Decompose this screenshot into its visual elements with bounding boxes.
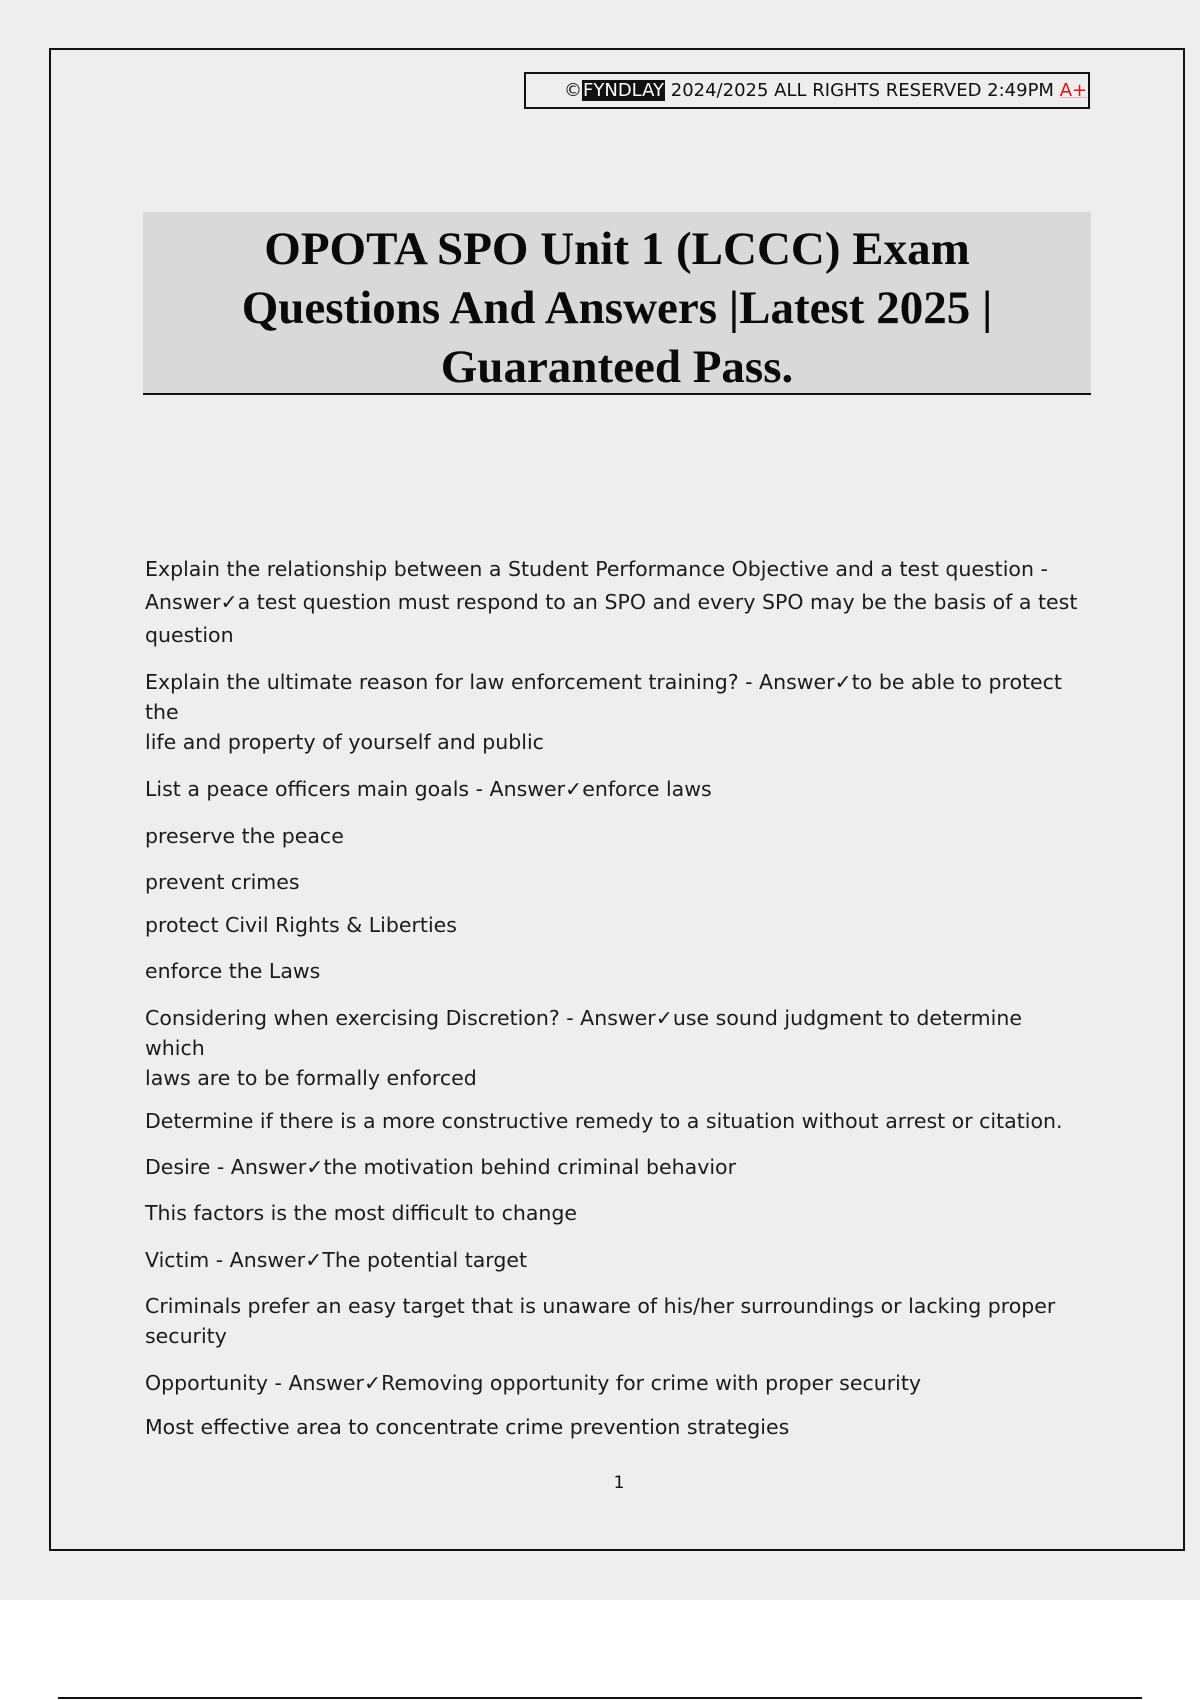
title-line: OPOTA SPO Unit 1 (LCCC) Exam [264, 223, 970, 275]
title-line: Guaranteed Pass. [440, 341, 794, 393]
grade-badge: A+ [1059, 80, 1088, 101]
qa-paragraph [145, 1198, 1085, 1228]
document-title [143, 212, 1091, 395]
text-line: protect Civil Rights & Liberties [145, 913, 457, 937]
qa-paragraph [145, 956, 1085, 986]
text-line: Considering when exercising Discretion? - Answer✓use sound judgment to determine which [145, 1006, 1022, 1060]
text-line: Explain the ultimate reason for law enforcement training? - Answer✓to be able to protect the [145, 670, 1062, 724]
text-line: Opportunity - Answer✓Removing opportunity for crime with proper security [145, 1371, 922, 1395]
text-line: enforce the Laws [145, 959, 321, 983]
qa-paragraph [145, 1245, 1085, 1275]
qa-paragraph [145, 774, 1085, 804]
page-number: 1 [613, 1473, 625, 1493]
text-line: List a peace officers main goals - Answer✓enforce laws [145, 777, 712, 801]
text-line: security [145, 1324, 227, 1348]
copyright-symbol: © [564, 80, 582, 101]
qa-paragraph [145, 910, 1085, 940]
copyright-header [524, 72, 1090, 109]
text-line: Most effective area to concentrate crime prevention strategies [145, 1415, 790, 1439]
qa-paragraph [145, 1152, 1085, 1182]
qa-paragraph [145, 667, 1085, 757]
text-line: Answer✓a test question must respond to an SPO and every SPO may be the basis of a test [145, 590, 1078, 614]
qa-paragraph [145, 1291, 1085, 1351]
text-line: Desire - Answer✓the motivation behind criminal behavior [145, 1155, 736, 1179]
qa-paragraph [145, 1003, 1085, 1093]
qa-paragraph [145, 821, 1085, 851]
text-line: This factors is the most difficult to change [145, 1201, 578, 1225]
text-line: preserve the peace [145, 824, 344, 848]
text-line: Victim - Answer✓The potential target [145, 1248, 528, 1272]
text-line: question [145, 623, 234, 647]
qa-paragraph [145, 1106, 1085, 1136]
qa-paragraph [145, 1368, 1085, 1398]
text-line: Criminals prefer an easy target that is unaware of his/her surroundings or lacking proper [145, 1294, 1056, 1318]
text-line: Explain the relationship between a Student Performance Objective and a test question - [145, 557, 1048, 581]
text-line: prevent crimes [145, 870, 300, 894]
text-line: laws are to be formally enforced [145, 1066, 477, 1090]
qa-paragraph [145, 1412, 1085, 1442]
next-page-rule [58, 1697, 1142, 1699]
qa-paragraph [145, 867, 1085, 897]
qa-content [145, 538, 1085, 1442]
qa-paragraph [145, 554, 1085, 650]
text-line: Determine if there is a more constructive remedy to a situation without arrest or citation. [145, 1109, 1063, 1133]
title-line: Questions And Answers |Latest 2025 | [241, 282, 993, 334]
text-line: life and property of yourself and public [145, 730, 544, 754]
rights-text: 2024/2025 ALL RIGHTS RESERVED 2:49PM [665, 80, 1060, 101]
author-name: FYNDLAY [583, 80, 665, 101]
